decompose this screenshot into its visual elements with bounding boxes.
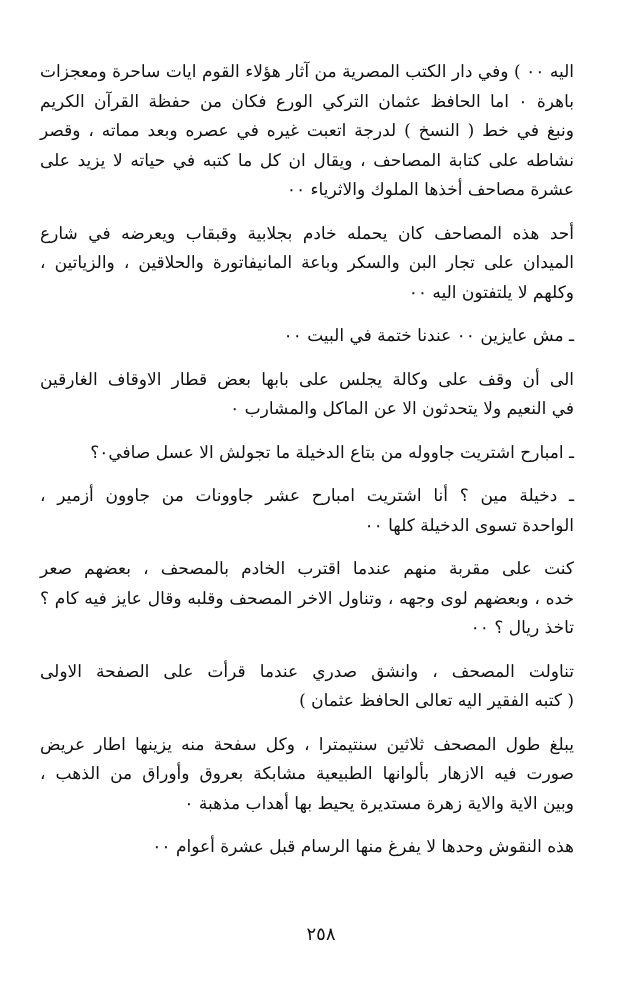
text-line: الى أن وقف على وكالة يجلس على بابها بعض قطار الاوقاف الغارقين [40, 369, 574, 390]
text-line: خده ، وبعضهم لوى وجهه ، وتناول الاخر المصحف وقلبه وقال عايز فيه كام ؟ [40, 588, 574, 609]
paragraph [40, 366, 574, 425]
text-line: اليه ٠٠ ) وفي دار الكتب المصرية من آثار هؤلاء القوم ايات ساحرة ومعجزات [40, 62, 574, 82]
text-line: باهرة ٠ اما الحافظ عثمان التركي الورع فكان من حفظة القرآن الكريم [40, 91, 574, 112]
paragraph [40, 322, 574, 352]
text-line: ونبغ في خط ( النسخ ) لدرجة اتعبت غيره في عصره وبعد مماته ، وقصر [40, 121, 574, 141]
paragraph [40, 731, 574, 820]
paragraph [40, 482, 574, 541]
text-line: يبلغ طول المصحف ثلاثين سنتيمترا ، وكل سفحة منه يزينها اطار عريض [40, 734, 574, 755]
page-number: ٢٥٨ [306, 924, 336, 945]
text-line: ـ دخيلة مين ؟ أنا اشتريت امبارح عشر جاوونات من جاوون أزمير ، [40, 486, 574, 506]
paragraph [40, 555, 574, 644]
text-line: الميدان على تجار البن والسكر وباعة المانيفاتورة والحلاقين ، والزياتين ، [40, 253, 574, 273]
text-line: صورت فيه الازهار بألوانها الطبيعية مشابكة بعروق وأوراق من الذهب ، [40, 764, 574, 784]
text-line: ـ مش عايزين ٠٠ عندنا ختمة في البيت ٠٠ [283, 326, 574, 346]
text-line: وكلهم لا يلتفتون اليه ٠٠ [408, 282, 574, 303]
paragraph [40, 833, 574, 863]
text-line: وبين الاية والاية زهرة مستديرة يحيط بها أهداب مذهبة ٠ [184, 793, 574, 814]
text-line: كنت على مقربة منهم عندما اقترب الخادم بالمصحف ، بعضهم صعر [40, 559, 574, 579]
page-body [40, 58, 574, 863]
text-line: نشاطه على كتابة المصاحف ، ويقال ان كل ما كتبه في حياته لا يزيد على [40, 150, 574, 171]
text-line: الواحدة تسوى الدخيلة كلها ٠٠ [364, 515, 574, 536]
text-line: تناولت المصحف ، وانشق صدري عندما قرأت على الصفحة الاولى [40, 661, 574, 682]
text-line: هذه النقوش وحدها لا يفرغ منها الرسام قبل عشرة أعوام ٠٠ [152, 837, 574, 857]
paragraph [40, 439, 574, 469]
paragraph [40, 658, 574, 717]
text-line: تاخذ ريال ؟ ٠٠ [470, 618, 574, 638]
text-line: في النعيم ولا يتحدثون الا عن الماكل والمشارب ٠ [230, 399, 574, 419]
text-line: أحد هذه المصاحف كان يحمله خادم بجلابية وقبقاب ويعرضه في شارع [40, 223, 574, 244]
text-line: ( كتبه الفقير اليه تعالى الحافظ عثمان ) [299, 691, 574, 711]
paragraph [40, 220, 574, 309]
text-line: ـ امبارح اشتريت جاووله من بتاع الدخيلة ما تجولش الا عسل صافي٠؟ [90, 442, 574, 463]
text-line: عشرة مصاحف أخذها الملوك والاثرياء ٠٠ [286, 180, 574, 200]
paragraph [40, 58, 574, 206]
